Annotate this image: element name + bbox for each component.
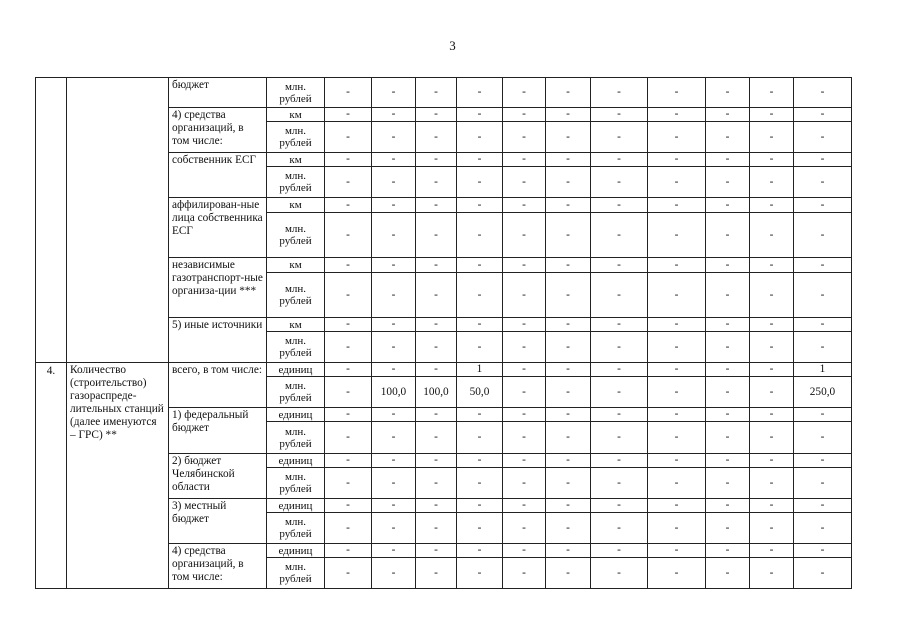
value-cell: -	[457, 213, 503, 258]
funding-source-cell: независимые газотранспорт-ные организа-ции ***	[169, 258, 267, 318]
value-cell: -	[706, 544, 750, 558]
value-cell: -	[325, 558, 372, 589]
value-cell: -	[503, 499, 546, 513]
value-cell: -	[750, 153, 794, 167]
value-cell: -	[706, 558, 750, 589]
value-cell: -	[372, 273, 416, 318]
value-cell: -	[706, 122, 750, 153]
value-cell: -	[648, 468, 706, 499]
value-cell: 50,0	[457, 377, 503, 408]
funding-source-cell: бюджет	[169, 78, 267, 108]
unit-cell: км	[267, 258, 325, 273]
unit-cell: млн. рублей	[267, 167, 325, 198]
value-cell: -	[416, 332, 457, 363]
value-cell: -	[648, 273, 706, 318]
value-cell: -	[591, 332, 648, 363]
unit-cell: км	[267, 153, 325, 167]
funding-source-cell: 5) иные источники	[169, 318, 267, 363]
value-cell: -	[503, 122, 546, 153]
value-cell: -	[546, 377, 591, 408]
value-cell: -	[546, 468, 591, 499]
value-cell: -	[416, 513, 457, 544]
value-cell: -	[546, 167, 591, 198]
value-cell: -	[503, 558, 546, 589]
value-cell: -	[372, 167, 416, 198]
value-cell: -	[750, 468, 794, 499]
value-cell: -	[750, 544, 794, 558]
value-cell: -	[457, 167, 503, 198]
value-cell: -	[750, 332, 794, 363]
value-cell: -	[794, 78, 852, 108]
value-cell: -	[503, 377, 546, 408]
unit-cell: единиц	[267, 544, 325, 558]
value-cell: -	[591, 454, 648, 468]
value-cell: -	[794, 513, 852, 544]
unit-cell: млн. рублей	[267, 273, 325, 318]
value-cell: -	[591, 513, 648, 544]
unit-cell: единиц	[267, 408, 325, 422]
value-cell: -	[546, 258, 591, 273]
value-cell: -	[794, 558, 852, 589]
value-cell: -	[503, 153, 546, 167]
funding-source-cell: аффилирован-ные лица собственника ЕСГ	[169, 198, 267, 258]
value-cell: -	[416, 273, 457, 318]
value-cell: -	[325, 408, 372, 422]
value-cell: -	[416, 198, 457, 213]
value-cell: -	[457, 153, 503, 167]
value-cell: -	[706, 454, 750, 468]
value-cell: -	[546, 318, 591, 332]
value-cell: -	[372, 408, 416, 422]
value-cell: -	[591, 377, 648, 408]
value-cell: -	[457, 408, 503, 422]
value-cell: -	[503, 422, 546, 454]
value-cell: -	[546, 363, 591, 377]
value-cell: -	[325, 318, 372, 332]
value-cell: -	[750, 78, 794, 108]
unit-cell: единиц	[267, 454, 325, 468]
value-cell: -	[503, 513, 546, 544]
indicator-name-cell	[67, 78, 169, 363]
value-cell: -	[706, 78, 750, 108]
value-cell: -	[794, 318, 852, 332]
value-cell: -	[706, 213, 750, 258]
value-cell: -	[457, 108, 503, 122]
value-cell: -	[325, 273, 372, 318]
funding-source-cell: 2) бюджет Челябинской области	[169, 454, 267, 499]
value-cell: -	[794, 153, 852, 167]
value-cell: -	[794, 108, 852, 122]
value-cell: -	[372, 499, 416, 513]
value-cell: -	[591, 258, 648, 273]
value-cell: -	[503, 213, 546, 258]
value-cell: -	[416, 408, 457, 422]
value-cell: -	[503, 273, 546, 318]
value-cell: -	[546, 108, 591, 122]
value-cell: -	[416, 454, 457, 468]
value-cell: -	[372, 422, 416, 454]
unit-cell: км	[267, 108, 325, 122]
value-cell: -	[372, 318, 416, 332]
value-cell: -	[648, 454, 706, 468]
value-cell: -	[591, 167, 648, 198]
value-cell: -	[325, 377, 372, 408]
table-row	[36, 363, 852, 377]
value-cell: -	[750, 499, 794, 513]
value-cell: 250,0	[794, 377, 852, 408]
value-cell: -	[325, 258, 372, 273]
unit-cell: млн. рублей	[267, 468, 325, 499]
value-cell: -	[648, 363, 706, 377]
value-cell: -	[591, 468, 648, 499]
value-cell: -	[372, 363, 416, 377]
value-cell: -	[648, 377, 706, 408]
value-cell: -	[794, 454, 852, 468]
value-cell: -	[794, 408, 852, 422]
funding-source-cell: 4) средства организаций, в том числе:	[169, 544, 267, 589]
value-cell: -	[794, 422, 852, 454]
value-cell: -	[648, 332, 706, 363]
value-cell: -	[591, 544, 648, 558]
page-number: 3	[449, 38, 456, 53]
value-cell: -	[648, 422, 706, 454]
value-cell: -	[503, 544, 546, 558]
unit-cell: млн. рублей	[267, 78, 325, 108]
unit-cell: км	[267, 318, 325, 332]
value-cell: -	[372, 258, 416, 273]
value-cell: -	[503, 167, 546, 198]
value-cell: -	[546, 408, 591, 422]
unit-cell: единиц	[267, 499, 325, 513]
row-number-cell: 4.	[36, 363, 67, 589]
funding-source-cell: 4) средства организаций, в том числе:	[169, 108, 267, 153]
value-cell: -	[546, 78, 591, 108]
value-cell: -	[706, 422, 750, 454]
unit-cell: км	[267, 198, 325, 213]
value-cell: -	[546, 499, 591, 513]
value-cell: -	[706, 513, 750, 544]
unit-cell: млн. рублей	[267, 377, 325, 408]
value-cell: -	[372, 544, 416, 558]
value-cell: -	[706, 318, 750, 332]
value-cell: -	[546, 153, 591, 167]
value-cell: -	[750, 513, 794, 544]
value-cell: -	[750, 454, 794, 468]
value-cell: -	[503, 258, 546, 273]
value-cell: -	[648, 318, 706, 332]
value-cell: -	[750, 318, 794, 332]
value-cell: -	[591, 318, 648, 332]
value-cell: -	[591, 213, 648, 258]
unit-cell: млн. рублей	[267, 122, 325, 153]
unit-cell: млн. рублей	[267, 558, 325, 589]
value-cell: -	[750, 558, 794, 589]
value-cell: -	[325, 332, 372, 363]
value-cell: -	[325, 122, 372, 153]
value-cell: -	[648, 108, 706, 122]
value-cell: -	[372, 78, 416, 108]
value-cell: -	[325, 153, 372, 167]
value-cell: -	[372, 122, 416, 153]
value-cell: -	[372, 108, 416, 122]
value-cell: -	[372, 198, 416, 213]
value-cell: -	[648, 258, 706, 273]
value-cell: -	[325, 167, 372, 198]
value-cell: -	[503, 363, 546, 377]
value-cell: -	[591, 153, 648, 167]
value-cell: -	[794, 499, 852, 513]
value-cell: -	[794, 122, 852, 153]
value-cell: -	[416, 122, 457, 153]
unit-cell: млн. рублей	[267, 213, 325, 258]
value-cell: -	[794, 468, 852, 499]
value-cell: -	[457, 273, 503, 318]
value-cell: -	[794, 332, 852, 363]
value-cell: -	[546, 513, 591, 544]
funding-source-cell: 3) местный бюджет	[169, 499, 267, 544]
value-cell: -	[750, 167, 794, 198]
value-cell: -	[503, 468, 546, 499]
value-cell: -	[648, 167, 706, 198]
value-cell: -	[546, 273, 591, 318]
value-cell: -	[546, 198, 591, 213]
value-cell: -	[706, 499, 750, 513]
unit-cell: млн. рублей	[267, 332, 325, 363]
value-cell: -	[591, 363, 648, 377]
value-cell: -	[706, 198, 750, 213]
value-cell: -	[325, 198, 372, 213]
value-cell: -	[750, 108, 794, 122]
value-cell: -	[750, 273, 794, 318]
value-cell: -	[546, 122, 591, 153]
value-cell: -	[706, 153, 750, 167]
value-cell: -	[325, 544, 372, 558]
value-cell: -	[503, 318, 546, 332]
value-cell: -	[457, 544, 503, 558]
value-cell: -	[750, 377, 794, 408]
value-cell: -	[372, 558, 416, 589]
value-cell: -	[706, 363, 750, 377]
value-cell: -	[457, 198, 503, 213]
value-cell: -	[416, 468, 457, 499]
value-cell: -	[503, 198, 546, 213]
value-cell: -	[706, 258, 750, 273]
value-cell: -	[457, 258, 503, 273]
value-cell: -	[325, 499, 372, 513]
value-cell: -	[794, 258, 852, 273]
value-cell: -	[794, 273, 852, 318]
value-cell: 1	[457, 363, 503, 377]
value-cell: -	[457, 468, 503, 499]
value-cell: -	[794, 198, 852, 213]
value-cell: -	[325, 78, 372, 108]
value-cell: -	[457, 558, 503, 589]
value-cell: -	[372, 513, 416, 544]
value-cell: -	[416, 78, 457, 108]
value-cell: -	[457, 318, 503, 332]
value-cell: -	[416, 153, 457, 167]
value-cell: -	[416, 422, 457, 454]
value-cell: 100,0	[372, 377, 416, 408]
unit-cell: млн. рублей	[267, 422, 325, 454]
value-cell: -	[372, 454, 416, 468]
value-cell: -	[546, 422, 591, 454]
value-cell: -	[750, 363, 794, 377]
value-cell: -	[794, 213, 852, 258]
value-cell: -	[648, 78, 706, 108]
value-cell: -	[706, 408, 750, 422]
value-cell: 1	[794, 363, 852, 377]
value-cell: -	[750, 122, 794, 153]
indicator-name-cell: Количество (строительство) газораспреде-лительных станций (далее именуются – ГРС) **	[67, 363, 169, 589]
value-cell: -	[503, 108, 546, 122]
value-cell: -	[457, 454, 503, 468]
row-number-cell	[36, 78, 67, 363]
value-cell: -	[457, 513, 503, 544]
value-cell: -	[416, 544, 457, 558]
value-cell: -	[648, 153, 706, 167]
value-cell: -	[416, 499, 457, 513]
value-cell: -	[706, 468, 750, 499]
value-cell: -	[591, 198, 648, 213]
value-cell: -	[706, 108, 750, 122]
value-cell: -	[372, 153, 416, 167]
table-row	[36, 78, 852, 108]
unit-cell: млн. рублей	[267, 513, 325, 544]
value-cell: -	[416, 108, 457, 122]
value-cell: -	[546, 332, 591, 363]
value-cell: -	[591, 499, 648, 513]
value-cell: -	[503, 408, 546, 422]
value-cell: -	[648, 513, 706, 544]
value-cell: -	[794, 544, 852, 558]
value-cell: -	[648, 213, 706, 258]
value-cell: -	[325, 454, 372, 468]
value-cell: -	[794, 167, 852, 198]
value-cell: -	[648, 544, 706, 558]
value-cell: -	[416, 363, 457, 377]
value-cell: -	[750, 422, 794, 454]
value-cell: -	[706, 273, 750, 318]
value-cell: -	[546, 558, 591, 589]
value-cell: -	[591, 108, 648, 122]
value-cell: -	[648, 122, 706, 153]
value-cell: -	[591, 78, 648, 108]
value-cell: -	[648, 558, 706, 589]
value-cell: -	[457, 422, 503, 454]
value-cell: -	[325, 108, 372, 122]
value-cell: -	[706, 167, 750, 198]
funding-source-cell: собственник ЕСГ	[169, 153, 267, 198]
funding-source-cell: 1) федеральный бюджет	[169, 408, 267, 454]
value-cell: -	[372, 213, 416, 258]
value-cell: -	[325, 468, 372, 499]
value-cell: -	[416, 213, 457, 258]
value-cell: -	[372, 332, 416, 363]
value-cell: -	[325, 213, 372, 258]
value-cell: -	[416, 558, 457, 589]
value-cell: -	[325, 363, 372, 377]
value-cell: -	[591, 558, 648, 589]
value-cell: -	[648, 408, 706, 422]
investment-table	[35, 77, 852, 589]
unit-cell: единиц	[267, 363, 325, 377]
value-cell: -	[546, 544, 591, 558]
value-cell: -	[750, 408, 794, 422]
value-cell: -	[706, 332, 750, 363]
value-cell: -	[372, 468, 416, 499]
value-cell: -	[648, 499, 706, 513]
value-cell: -	[591, 422, 648, 454]
value-cell: -	[457, 499, 503, 513]
value-cell: -	[591, 273, 648, 318]
value-cell: -	[750, 213, 794, 258]
value-cell: -	[503, 78, 546, 108]
value-cell: -	[706, 377, 750, 408]
value-cell: -	[750, 258, 794, 273]
value-cell: -	[416, 318, 457, 332]
value-cell: -	[416, 167, 457, 198]
value-cell: -	[503, 454, 546, 468]
value-cell: -	[546, 213, 591, 258]
value-cell: -	[591, 122, 648, 153]
value-cell: -	[750, 198, 794, 213]
value-cell: -	[503, 332, 546, 363]
value-cell: -	[457, 332, 503, 363]
value-cell: -	[457, 122, 503, 153]
value-cell: -	[457, 78, 503, 108]
value-cell: -	[416, 258, 457, 273]
value-cell: -	[648, 198, 706, 213]
funding-source-cell: всего, в том числе:	[169, 363, 267, 408]
value-cell: -	[591, 408, 648, 422]
value-cell: -	[546, 454, 591, 468]
value-cell: -	[325, 513, 372, 544]
value-cell: 100,0	[416, 377, 457, 408]
value-cell: -	[325, 422, 372, 454]
